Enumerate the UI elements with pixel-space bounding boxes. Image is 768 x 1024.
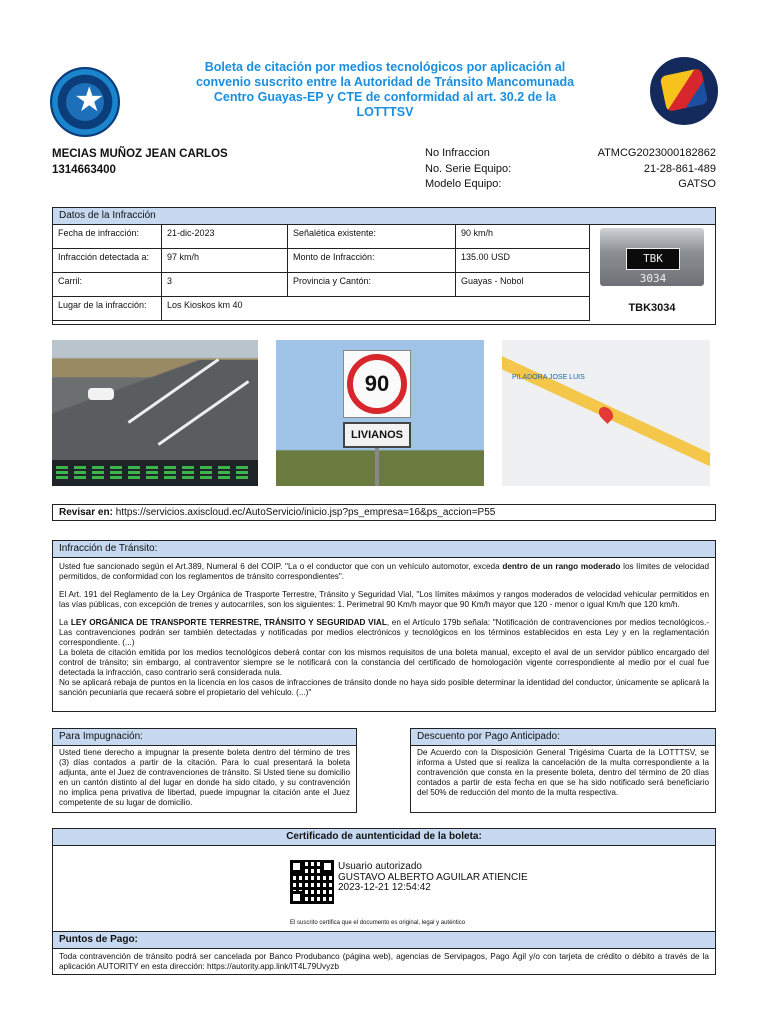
- lugar-value: Los Kioskos km 40: [162, 297, 590, 321]
- fecha-label: Fecha de infracción:: [53, 225, 162, 249]
- provincia-label: Provincia y Cantón:: [288, 273, 456, 297]
- person-id: 1314663400: [52, 164, 116, 176]
- monto-label: Monto de Infracción:: [288, 249, 456, 273]
- carril-value: 3: [162, 273, 288, 297]
- senaletica-label: Señalética existente:: [288, 225, 456, 249]
- revisar-url-box: [52, 504, 716, 521]
- camera-road-photo: [52, 340, 258, 486]
- puntos-pago-heading: Puntos de Pago:: [53, 932, 715, 949]
- certificado-heading: Certificado de auntenticidad de la boleta:: [53, 829, 715, 846]
- transito-paragraph-2: El Art. 191 del Reglamento de la Ley Orgánica de Trasporte Terrestre, Tránsito y Seguridad Vial, "Los límites máximos y rangos moderados de velocidad vehicular permitidos en las vías públicas, con excepción de trenes y autocarriles, son los siguientes: 1. Perimetral 90 Km/h mayor que 90 Km/h mayor que 120 - menor o igual Km/h que 120 km/h.: [59, 590, 709, 609]
- table-row: [53, 249, 590, 273]
- senaletica-value: 90 km/h: [456, 225, 590, 249]
- person-name: MECIAS MUÑOZ JEAN CARLOS: [52, 148, 228, 160]
- transito-paragraph-1: Usted fue sancionado según el Art.389, Numeral 6 del COIP. "La o el conductor que con un vehículo automotor, exceda dentro de un rango moderado los límites de velocidad permitidos, de conformidad con los reglamentos de tránsito correspondientes".: [59, 562, 709, 581]
- certificado-signer: [338, 862, 528, 894]
- fecha-value: 21-dic-2023: [162, 225, 288, 249]
- transito-paragraph-3: La LEY ORGÁNICA DE TRANSPORTE TERRESTRE, TRÁNSITO Y SEGURIDAD VIAL, en el Artículo 179b señala: "Notificación de contravenciones por medios tecnológicos.- Las contravenciones podrán ser también detectadas y notificadas por medios electrónicos y tecnológicos en los términos establecidos en esta Ley y en la reglamentación correspondiente. (...): [59, 618, 709, 647]
- provincia-value: Guayas - Nobol: [456, 273, 590, 297]
- certificado-note: El suscrito certifica que el documento es original, legal y auténtico: [290, 920, 466, 926]
- meta-labels: [425, 146, 511, 193]
- speed-limit-value: 90: [347, 354, 407, 414]
- descuento-text: De Acuerdo con la Disposición General Trigésima Cuarta de la LOTTTSV, se informa a Usted que si realiza la cancelación de la multa correspondiente a la contravención que consta en la presente boleta, dentro del término de 20 días contados a partir de esta fecha en que se ha sido notificado será beneficiario del 50% de reducción del monto de la multa respectiva.: [417, 748, 709, 797]
- modelo-equipo-value: GATSO: [678, 178, 716, 190]
- serie-equipo-value: 21-28-861-489: [643, 162, 716, 175]
- comision-transito-ecuador-logo-icon: [650, 57, 718, 125]
- descuento-box: [410, 728, 716, 813]
- livianos-sign: LIVIANOS: [343, 422, 411, 448]
- certificado-role: Usuario autorizado: [338, 861, 422, 872]
- infraccion-transito-box: [52, 540, 716, 712]
- infraccion-number-value: ATMCG2023000182862: [597, 147, 716, 159]
- datos-infraccion-table: [52, 224, 590, 321]
- certificado-datetime: 2023-12-21 12:54:42: [338, 882, 431, 893]
- document-title: Boleta de citación por medios tecnológicos por aplicación al convenio suscrito entre la Autoridad de Tránsito Mancomunada Centro Guayas-EP y CTE de conformidad al art. 30.2 de la LOTTTSV: [195, 60, 575, 119]
- person-block: [52, 146, 228, 178]
- table-row: [53, 297, 590, 321]
- serie-equipo-label: No. Serie Equipo:: [425, 162, 512, 175]
- table-row: [53, 273, 590, 297]
- descuento-heading: Descuento por Pago Anticipado:: [411, 729, 715, 746]
- map-poi-label: PILADORA JOSE LUIS: [512, 374, 585, 381]
- camera-data-strip: [52, 464, 258, 486]
- speed-limit-sign: [343, 350, 411, 418]
- impugnacion-box: [52, 728, 357, 813]
- certificado-name: GUSTAVO ALBERTO AGUILAR ATIENCIE: [338, 871, 528, 883]
- speed-sign-photo: [276, 340, 484, 486]
- meta-values: [540, 146, 716, 193]
- detectada-value: 97 km/h: [162, 249, 288, 273]
- revisar-label: Revisar en:: [59, 507, 113, 518]
- infraccion-transito-body: [53, 558, 715, 702]
- transito-paragraph-4: La boleta de citación emitida por los medios tecnológicos deberá contar con los mismos requisitos de una boleta manual, excepto el aval de un servidor público encargado del control de tránsito; sin embargo, al contraventor siempre se le notificará con la constancia del certificado de homologación vigente correspondiente al medio por el cual fue detectada la infracción, caso contrario será considerada nula.: [59, 648, 709, 677]
- lugar-label: Lugar de la infracción:: [53, 297, 162, 321]
- transito-paragraph-5: No se aplicará rebaja de puntos en la licencia en los casos de infracciones de tránsito donde no haya sido posible determinar la identidad del conductor, únicamente se aplicará la sanción pecuniaria que recaerá sobre el propietario del vehículo. (...)": [59, 678, 709, 697]
- qr-code-icon: [290, 860, 334, 904]
- atm-centro-guayas-logo-icon: ★: [50, 67, 120, 137]
- infraccion-number-label: No Infraccion: [425, 147, 490, 159]
- puntos-pago-box: [52, 931, 716, 975]
- detectada-label: Infracción detectada a:: [53, 249, 162, 273]
- impugnacion-text: Usted tiene derecho a impugnar la presente boleta dentro del término de tres (3) días contados a partir de la citación. Para lo cual presentará la boleta adjunta, ante el Juez de contravenciones de tránsito. Si Usted tiene su domicilio en un cantón distinto al del lugar en donde ha sido citado, y su contravención no implica pena privativa de libertad, puede impugnar la citación ante el Juez competente de su lugar de domicilio.: [59, 748, 350, 807]
- datos-infraccion-heading: Datos de la Infracción: [53, 208, 715, 225]
- table-row: [53, 225, 590, 249]
- modelo-equipo-label: Modelo Equipo:: [425, 178, 502, 190]
- plate-photo: [600, 228, 704, 286]
- revisar-url[interactable]: https://servicios.axiscloud.ec/AutoServicio/inicio.jsp?ps_empresa=16&ps_accion=P55: [115, 507, 496, 518]
- impugnacion-heading: Para Impugnación:: [53, 729, 356, 746]
- carril-label: Carril:: [53, 273, 162, 297]
- location-map: [502, 340, 710, 486]
- monto-value: 135.00 USD: [456, 249, 590, 273]
- infraccion-transito-heading: Infracción de Tránsito:: [53, 541, 715, 558]
- plate-number: TBK3034: [628, 302, 676, 314]
- car-image: [88, 388, 114, 400]
- puntos-pago-text: Toda contravención de tránsito podrá ser cancelada por Banco Produbanco (página web), agencias de Servipagos, Pago Ágil y/o con tarjeta de crédito o débito a través de la aplicación AUTORITY en esta dirección: https://autority.app.link/IT4L79Uvyzb: [59, 952, 709, 971]
- plate-photo-text: TBK 3034: [626, 248, 680, 270]
